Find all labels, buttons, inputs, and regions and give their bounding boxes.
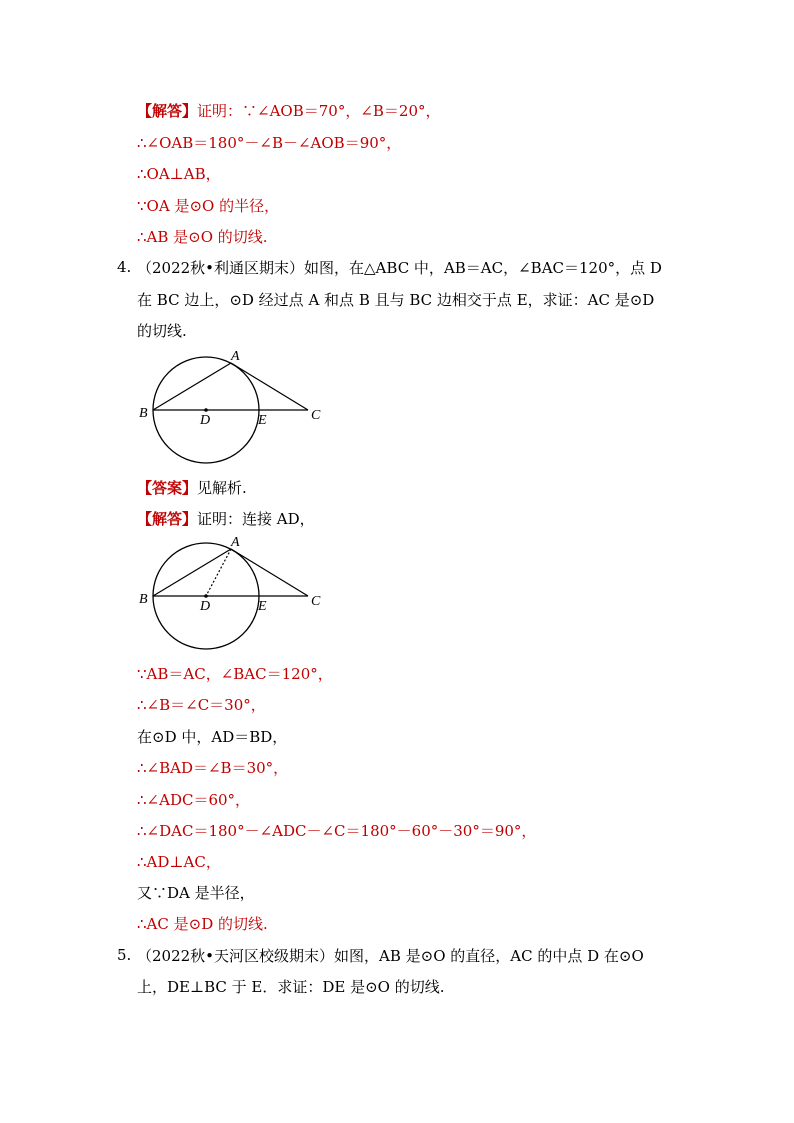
label-d: D [200,413,211,428]
prev-solution-line-5: ∴AB 是⊙O 的切线. [137,228,268,246]
label-b: B [139,406,148,421]
solution-figure [130,532,330,652]
label-e: E [258,413,267,428]
answer-line [137,478,247,498]
prev-solution-line-1: 【解答】证明：∵∠AOB＝70°，∠B＝20°， [137,102,441,120]
proof-line-3: 在⊙D 中，AD＝BD， [137,728,288,746]
segment-ac [231,549,308,596]
solution-tag: 【解答】 [137,102,198,120]
proof-line-4: ∴∠BAD＝∠B＝30°， [137,759,289,777]
label-c: C [311,594,321,609]
proof-line-2: ∴∠B＝∠C＝30°， [137,696,266,714]
label-a: A [231,535,240,550]
solution-tag: 【解答】 [137,510,198,528]
solution-intro: 证明：连接 AD， [197,510,315,528]
proof-line-6: ∴∠DAC＝180°－∠ADC－∠C＝180°－60°－30°＝90°， [137,822,537,840]
label-d: D [200,599,211,614]
question-number: 4. [117,258,132,276]
question-number: 5. [117,946,132,964]
label-b: B [139,592,148,607]
label-e: E [258,599,267,614]
proof-line-9: ∴AC 是⊙D 的切线. [137,915,268,933]
segment-ab [153,549,231,596]
answer-text: 见解析. [197,479,247,497]
prev-solution-line-3: ∴OA⊥AB， [137,165,221,183]
proof-line-1: ∵AB＝AC，∠BAC＝120°， [137,665,333,683]
proof-line-7: ∴AD⊥AC， [137,853,221,871]
point-d [204,594,208,598]
question-figure [130,346,330,466]
question-text-line-1: （2022秋•利通区期末）如图，在△ABC 中，AB＝AC，∠BAC＝120°，点 D [137,259,662,277]
proof-line-5: ∴∠ADC＝60°， [137,791,251,809]
point-d [204,408,208,412]
prev-solution-line-2: ∴∠OAB＝180°－∠B－∠AOB＝90°， [137,134,402,152]
label-c: C [311,408,321,423]
prev-solution-line-4: ∵OA 是⊙O 的半径， [137,197,280,215]
question-text-line-2: 在 BC 边上，⊙D 经过点 A 和点 B 且与 BC 边相交于点 E，求证：AC 是⊙D [137,291,655,309]
answer-tag: 【答案】 [137,479,198,497]
question-text-line-1: （2022秋•天河区校级期末）如图，AB 是⊙O 的直径，AC 的中点 D 在⊙O [137,947,644,965]
label-a: A [231,349,240,364]
question-text-line-2: 上，DE⊥BC 于 E．求证：DE 是⊙O 的切线. [137,978,445,996]
proof-line-8: 又∵DA 是半径， [137,884,255,902]
question-text-line-3: 的切线. [137,322,187,340]
segment-ab [153,363,231,410]
solution-intro-line [137,509,315,529]
segment-ac [231,363,308,410]
